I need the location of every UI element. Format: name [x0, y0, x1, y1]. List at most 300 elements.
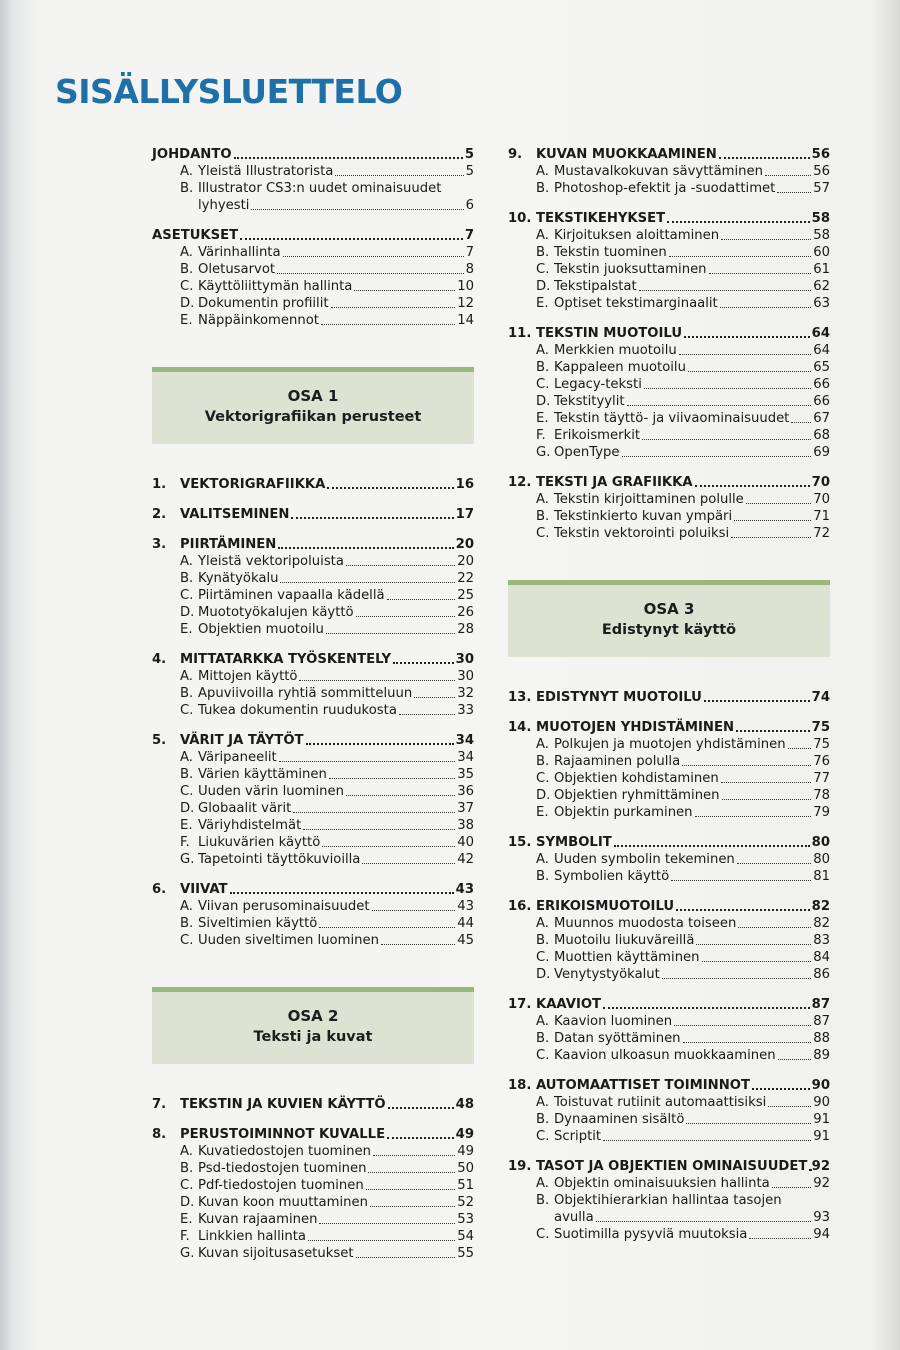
page-number: 89 — [813, 1048, 830, 1063]
subsection-letter: C. — [536, 771, 550, 786]
dot-leader — [695, 485, 810, 487]
dot-leader — [362, 863, 455, 864]
subsection-letter: C. — [536, 526, 550, 541]
toc-chapter — [508, 1077, 830, 1145]
subsection-label: Kaavion luominen — [554, 1014, 673, 1029]
subsection-label: Muottien käyttäminen — [554, 950, 700, 965]
subsection-letter: C. — [180, 933, 194, 948]
subsection-letter: E. — [180, 818, 193, 833]
page-number: 82 — [811, 899, 830, 914]
subsection-letter: B. — [180, 571, 194, 586]
page-number: 26 — [457, 605, 474, 620]
dot-leader — [788, 748, 812, 749]
subsection-row — [508, 376, 830, 393]
subsection-label: Objektin ominaisuuksien hallinta — [554, 1176, 770, 1191]
page-number: 80 — [811, 835, 830, 850]
subsection-label: Mustavalkokuvan sävyttäminen — [554, 164, 763, 179]
dot-leader — [709, 273, 812, 274]
subsection-letter: D. — [180, 801, 195, 816]
page-number: 33 — [457, 703, 474, 718]
page-number: 16 — [455, 477, 474, 492]
dot-leader — [639, 290, 812, 291]
subsection-label: Polkujen ja muotojen yhdistäminen — [554, 737, 786, 752]
subsection-letter: A. — [536, 1095, 549, 1110]
subsection-label: Kuvan koon muuttaminen — [198, 1195, 368, 1210]
chapter-number: 13. — [508, 690, 532, 705]
page-number: 79 — [813, 805, 830, 820]
chapter-heading-row — [152, 506, 474, 523]
dot-leader — [778, 1059, 812, 1060]
page-number: 49 — [455, 1127, 474, 1142]
subsection-row — [508, 770, 830, 787]
subsection-row — [152, 278, 474, 295]
toc-part-1-group — [152, 476, 474, 949]
page-number: 90 — [811, 1078, 830, 1093]
dot-leader — [230, 892, 454, 894]
page-number: 88 — [813, 1031, 830, 1046]
toc-chapter — [152, 651, 474, 719]
dot-leader — [299, 680, 455, 681]
subsection-letter: E. — [536, 805, 549, 820]
subsection-letter: B. — [536, 1112, 550, 1127]
chapter-number: 17. — [508, 997, 532, 1012]
subsection-label: Siveltimien käyttö — [198, 916, 318, 931]
subsection-label: Objektin purkaminen — [554, 805, 693, 820]
page-title: SISÄLLYSLUETTELO — [55, 72, 403, 111]
toc-chapter — [508, 210, 830, 312]
page-number: 67 — [813, 411, 830, 426]
subsection-label: Rajaaminen polulla — [554, 754, 681, 769]
subsection-row — [508, 1094, 830, 1111]
page-number: 74 — [811, 690, 830, 705]
subsection-label-last-line — [198, 197, 474, 214]
page-number: 92 — [811, 1159, 830, 1174]
subsection-letter: A. — [180, 750, 193, 765]
part-1-title: Vektorigrafiikan perusteet — [204, 409, 422, 425]
subsection-letter: B. — [180, 686, 194, 701]
subsection-letter: G. — [180, 1246, 195, 1261]
dot-leader — [335, 175, 463, 176]
dot-leader — [667, 221, 809, 223]
chapter-title: TEKSTIN MUOTOILU — [536, 326, 683, 341]
dot-leader — [688, 371, 811, 372]
subsection-label: Kuvan rajaaminen — [198, 1212, 318, 1227]
dot-leader — [293, 812, 455, 813]
subsection-letter: C. — [180, 784, 194, 799]
subsection-label: Scriptit — [554, 1129, 602, 1144]
subsection-label: Suotimilla pysyviä muutoksia — [554, 1227, 748, 1242]
subsection-label: Merkkien muotoilu — [554, 343, 677, 358]
toc-chapter — [508, 719, 830, 821]
page-number: 28 — [457, 622, 474, 637]
subsection-letter: C. — [180, 1178, 194, 1193]
subsection-row — [152, 163, 474, 180]
dot-leader — [704, 700, 810, 702]
subsection-row — [152, 932, 474, 949]
subsection-label: Värien käyttäminen — [198, 767, 327, 782]
page-number: 57 — [813, 181, 830, 196]
page-number: 54 — [457, 1229, 474, 1244]
dot-leader — [772, 1187, 812, 1188]
subsection-letter: B. — [536, 181, 550, 196]
subsection-letter: A. — [536, 492, 549, 507]
chapter-number: 8. — [152, 1127, 167, 1142]
page-number: 62 — [813, 279, 830, 294]
dot-leader — [354, 290, 455, 291]
chapter-number: 10. — [508, 211, 532, 226]
dot-leader — [388, 1107, 454, 1109]
subsection-label: Piirtäminen vapaalla kädellä — [198, 588, 385, 603]
subsection-letter: B. — [180, 767, 194, 782]
dot-leader — [736, 730, 810, 732]
page-number: 32 — [457, 686, 474, 701]
chapter-title: VÄRIT JA TÄYTÖT — [180, 733, 304, 748]
subsection-row — [508, 525, 830, 542]
chapter-heading-row — [508, 1077, 830, 1094]
subsection-label: Optiset tekstimarginaalit — [554, 296, 718, 311]
dot-leader — [777, 192, 811, 193]
subsection-row — [508, 1226, 830, 1243]
page-number: 70 — [813, 492, 830, 507]
page-number: 42 — [457, 852, 474, 867]
page-number: 5 — [464, 147, 474, 162]
page-number: 68 — [813, 428, 830, 443]
subsection-label: Kynätyökalu — [198, 571, 279, 586]
dot-leader — [669, 256, 811, 257]
subsection-letter: D. — [536, 967, 551, 982]
part-1-banner — [152, 367, 474, 444]
page-number: 70 — [811, 475, 830, 490]
page-number: 60 — [813, 245, 830, 260]
page-number: 58 — [811, 211, 830, 226]
dot-leader — [319, 927, 455, 928]
dot-leader — [791, 422, 811, 423]
subsection-letter: F. — [536, 428, 546, 443]
subsection-row — [152, 685, 474, 702]
subsection-label: Apuviivoilla ryhtiä sommitteluun — [198, 686, 413, 701]
page-number: 45 — [457, 933, 474, 948]
toc-chapter — [508, 996, 830, 1064]
toc-right-column — [508, 146, 830, 1256]
subsection-label: Dynaaminen sisältö — [554, 1112, 685, 1127]
subsection-label: Kaavion ulkoasun muokkaaminen — [554, 1048, 776, 1063]
toc-chapter — [152, 732, 474, 868]
chapter-title: JOHDANTO — [152, 147, 232, 162]
subsection-letter: E. — [180, 622, 193, 637]
page-number: 75 — [813, 737, 830, 752]
subsection-row — [152, 180, 474, 214]
subsection-label: Väripaneelit — [198, 750, 277, 765]
page-number: 64 — [811, 326, 830, 341]
chapter-title: VEKTORIGRAFIIKKA — [180, 477, 326, 492]
toc-part-2-continued-group — [508, 146, 830, 542]
dot-leader — [279, 761, 456, 762]
subsection-label: Photoshop-efektit ja -suodattimet — [554, 181, 776, 196]
page-number: 65 — [813, 360, 830, 375]
page-number: 17 — [455, 507, 474, 522]
subsection-label — [554, 1192, 830, 1226]
subsection-row — [152, 766, 474, 783]
subsection-label-last-line — [554, 1209, 830, 1226]
subsection-label: Oletusarvot — [198, 262, 276, 277]
subsection-row — [508, 1192, 830, 1226]
page-number: 50 — [457, 1161, 474, 1176]
chapter-title: AUTOMAATTISET TOIMINNOT — [536, 1078, 750, 1093]
page-number: 90 — [813, 1095, 830, 1110]
page-number: 61 — [813, 262, 830, 277]
subsection-label: Psd-tiedostojen tuominen — [198, 1161, 367, 1176]
page-number: 34 — [457, 750, 474, 765]
subsection-letter: D. — [180, 1195, 195, 1210]
page-number: 49 — [457, 1144, 474, 1159]
page-number: 38 — [457, 818, 474, 833]
toc-chapter — [152, 227, 474, 329]
page-number: 37 — [457, 801, 474, 816]
subsection-row — [152, 898, 474, 915]
subsection-row — [508, 295, 830, 312]
subsection-row — [508, 278, 830, 295]
dot-leader — [696, 944, 811, 945]
subsection-label: Muotoilu liukuväreillä — [554, 933, 695, 948]
subsection-label: Tekstin juoksuttaminen — [554, 262, 707, 277]
subsection-row — [152, 553, 474, 570]
subsection-label: Tekstityylit — [554, 394, 625, 409]
dot-leader — [370, 1206, 455, 1207]
toc-part-3-group — [508, 689, 830, 1243]
subsection-letter: A. — [536, 343, 549, 358]
subsection-row — [508, 804, 830, 821]
dot-leader — [719, 157, 810, 159]
subsection-label: Datan syöttäminen — [554, 1031, 681, 1046]
chapter-title: VALITSEMINEN — [180, 507, 290, 522]
toc-chapter — [152, 476, 474, 493]
dot-leader — [596, 1221, 812, 1222]
page-number: 35 — [457, 767, 474, 782]
dot-leader — [308, 1240, 455, 1241]
page-number: 43 — [455, 882, 474, 897]
chapter-number: 5. — [152, 733, 167, 748]
toc-chapter — [508, 898, 830, 983]
dot-leader — [603, 1007, 810, 1009]
subsection-row — [152, 749, 474, 766]
subsection-row — [152, 1160, 474, 1177]
subsection-letter: B. — [536, 509, 550, 524]
dot-leader — [695, 816, 812, 817]
page-number: 80 — [813, 852, 830, 867]
dot-leader — [327, 487, 453, 489]
page-number: 91 — [813, 1129, 830, 1144]
page-number: 66 — [813, 394, 830, 409]
chapter-title: SYMBOLIT — [536, 835, 612, 850]
page-number: 25 — [457, 588, 474, 603]
dot-leader — [356, 616, 456, 617]
dot-leader — [240, 238, 463, 240]
dot-leader — [373, 1155, 455, 1156]
subsection-letter: B. — [536, 1193, 550, 1208]
subsection-letter: G. — [180, 852, 195, 867]
dot-leader — [768, 1106, 811, 1107]
chapter-title: TEKSTIN JA KUVIEN KÄYTTÖ — [180, 1097, 386, 1112]
subsection-letter: E. — [536, 296, 549, 311]
subsection-letter: C. — [536, 262, 550, 277]
chapter-number: 11. — [508, 326, 532, 341]
page-number: 87 — [811, 997, 830, 1012]
page-number: 7 — [464, 228, 474, 243]
page-number: 75 — [811, 720, 830, 735]
subsection-label-line: Objektihierarkian hallintaa tasojen — [554, 1193, 782, 1208]
subsection-label: Linkkien hallinta — [198, 1229, 307, 1244]
page-number: 91 — [813, 1112, 830, 1127]
subsection-label: Legacy-teksti — [554, 377, 642, 392]
subsection-letter: A. — [180, 245, 193, 260]
subsection-label: Objektien muotoilu — [198, 622, 324, 637]
subsection-row — [152, 834, 474, 851]
subsection-row — [508, 227, 830, 244]
subsection-row — [152, 783, 474, 800]
toc-chapter — [508, 689, 830, 706]
dot-leader — [603, 1140, 811, 1141]
chapter-title: EDISTYNYT MUOTOILU — [536, 690, 702, 705]
subsection-row — [152, 312, 474, 329]
subsection-row — [508, 244, 830, 261]
subsection-letter: D. — [180, 296, 195, 311]
chapter-heading-row — [508, 996, 830, 1013]
subsection-label: Kuvatiedostojen tuominen — [198, 1144, 371, 1159]
chapter-heading-row — [508, 474, 830, 491]
subsection-label-line: lyhyesti — [198, 198, 250, 213]
subsection-row — [152, 604, 474, 621]
subsection-row — [152, 261, 474, 278]
page-number: 64 — [813, 343, 830, 358]
dot-leader — [721, 782, 811, 783]
page-number: 58 — [813, 228, 830, 243]
chapter-title: KAAVIOT — [536, 997, 602, 1012]
dot-leader — [321, 324, 455, 325]
dot-leader — [278, 547, 453, 549]
dot-leader — [322, 846, 455, 847]
page-number: 87 — [813, 1014, 830, 1029]
subsection-label: Objektien kohdistaminen — [554, 771, 719, 786]
dot-leader — [674, 1025, 811, 1026]
subsection-letter: E. — [180, 1212, 193, 1227]
page-number: 5 — [465, 164, 474, 179]
chapter-heading-row — [508, 719, 830, 736]
page-number: 34 — [455, 733, 474, 748]
subsection-letter: B. — [536, 1031, 550, 1046]
page-number: 43 — [457, 899, 474, 914]
subsection-label: Kuvan sijoitusasetukset — [198, 1246, 354, 1261]
subsection-label: Käyttöliittymän hallinta — [198, 279, 353, 294]
subsection-label: Mittojen käyttö — [198, 669, 298, 684]
subsection-letter: E. — [536, 411, 549, 426]
page-number: 77 — [813, 771, 830, 786]
part-2-title: Teksti ja kuvat — [253, 1029, 373, 1045]
subsection-letter: A. — [536, 164, 549, 179]
subsection-letter: B. — [180, 181, 194, 196]
subsection-row — [152, 295, 474, 312]
toc-chapter — [508, 325, 830, 461]
subsection-label: Yleistä vektoripoluista — [198, 554, 344, 569]
subsection-label — [198, 180, 474, 214]
part-3-title: Edistynyt käyttö — [601, 622, 737, 638]
page-number: 20 — [455, 537, 474, 552]
subsection-row — [152, 621, 474, 638]
page-number: 7 — [465, 245, 474, 260]
dot-leader — [683, 1042, 812, 1043]
chapter-title: ASETUKSET — [152, 228, 239, 243]
part-3-banner — [508, 580, 830, 657]
subsection-letter: D. — [536, 394, 551, 409]
subsection-letter: B. — [536, 933, 550, 948]
page-number: 63 — [813, 296, 830, 311]
subsection-letter: A. — [180, 554, 193, 569]
dot-leader — [387, 599, 456, 600]
chapter-number: 6. — [152, 882, 167, 897]
page-number: 93 — [813, 1210, 830, 1225]
subsection-label: Viivan perusominaisuudet — [198, 899, 370, 914]
subsection-letter: A. — [536, 852, 549, 867]
subsection-letter: C. — [536, 1129, 550, 1144]
subsection-letter: D. — [536, 788, 551, 803]
page-number: 71 — [813, 509, 830, 524]
page-number: 10 — [457, 279, 474, 294]
subsection-label: Erikoismerkit — [554, 428, 641, 443]
subsection-letter: C. — [536, 1048, 550, 1063]
dot-leader — [765, 175, 811, 176]
dot-leader — [346, 565, 455, 566]
dot-leader — [251, 209, 463, 210]
subsection-row — [152, 1177, 474, 1194]
subsection-letter: C. — [536, 950, 550, 965]
dot-leader — [686, 1123, 811, 1124]
subsection-label: Liukuvärien käyttö — [198, 835, 321, 850]
toc-chapter — [152, 1126, 474, 1262]
page-number: 56 — [813, 164, 830, 179]
chapter-title: KUVAN MUOKKAAMINEN — [536, 147, 717, 162]
subsection-label: Tekstin täyttö- ja viivaominaisuudet — [554, 411, 790, 426]
subsection-label: Muunnos muodosta toiseen — [554, 916, 737, 931]
subsection-label: Objektien ryhmittäminen — [554, 788, 720, 803]
chapter-heading-row — [508, 210, 830, 227]
dot-leader — [319, 1223, 455, 1224]
subsection-row — [508, 491, 830, 508]
chapter-number: 2. — [152, 507, 167, 522]
dot-leader — [731, 537, 811, 538]
dot-leader — [671, 880, 811, 881]
subsection-letter: B. — [180, 916, 194, 931]
dot-leader — [749, 1238, 811, 1239]
toc-part-2-group — [152, 1096, 474, 1262]
subsection-row — [508, 966, 830, 983]
subsection-row — [508, 1047, 830, 1064]
subsection-letter: F. — [180, 1229, 190, 1244]
dot-leader — [280, 582, 455, 583]
subsection-row — [508, 444, 830, 461]
subsection-letter: A. — [180, 1144, 193, 1159]
subsection-label: Globaalit värit — [198, 801, 292, 816]
page-number: 66 — [813, 377, 830, 392]
dot-leader — [368, 1172, 455, 1173]
subsection-letter: A. — [180, 899, 193, 914]
dot-leader — [720, 307, 811, 308]
dot-leader — [738, 927, 811, 928]
dot-leader — [366, 1189, 455, 1190]
dot-leader — [399, 714, 455, 715]
subsection-letter: D. — [180, 605, 195, 620]
subsection-letter: A. — [536, 916, 549, 931]
subsection-row — [152, 851, 474, 868]
chapter-number: 9. — [508, 147, 523, 162]
